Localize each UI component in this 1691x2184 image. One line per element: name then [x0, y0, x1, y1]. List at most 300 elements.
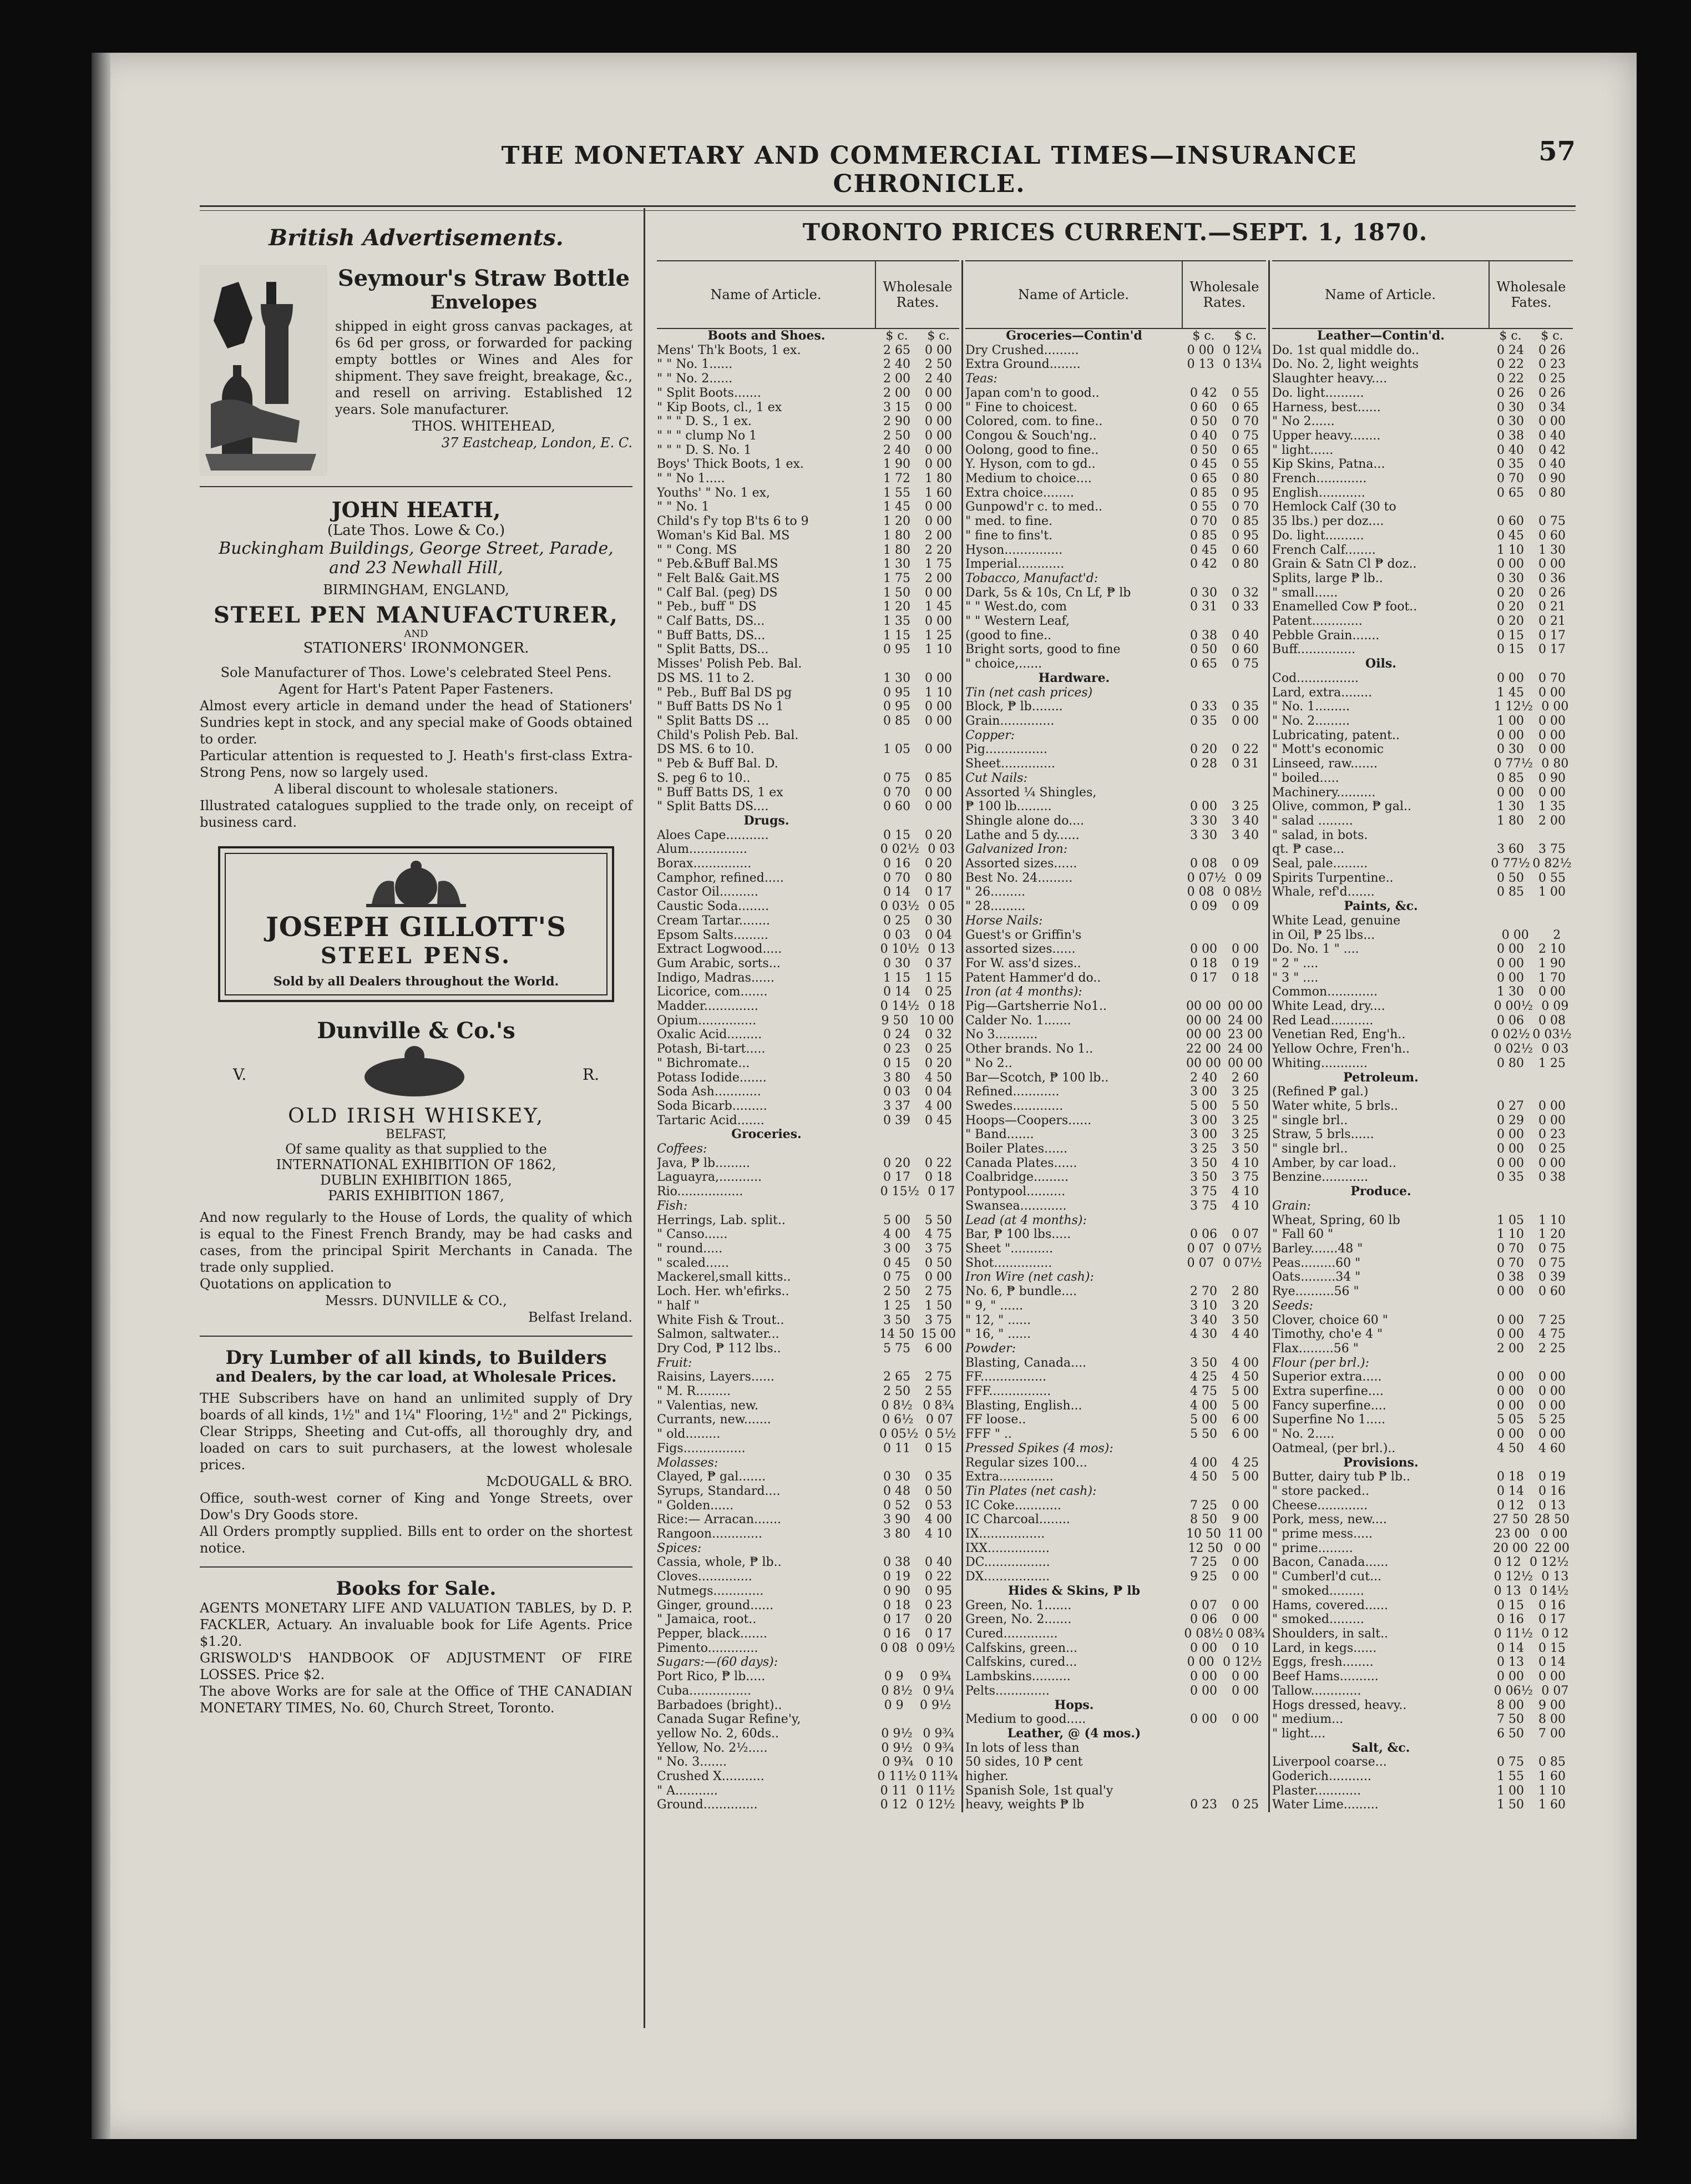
- rates: [876, 414, 959, 429]
- price-row: [1272, 1285, 1573, 1299]
- price-row: [1272, 714, 1573, 729]
- rates: [1183, 1727, 1266, 1741]
- rates: [876, 1227, 959, 1242]
- rates: [1490, 942, 1573, 957]
- rate-low: 0 28: [1190, 757, 1217, 771]
- rate-high: 3 50: [1232, 1313, 1259, 1327]
- article-name: Ground..............: [657, 1798, 758, 1812]
- rates: [1183, 1770, 1266, 1784]
- rates: [876, 1299, 959, 1313]
- rate-high: 0 00: [925, 500, 952, 514]
- rates: [1490, 857, 1573, 871]
- article-name: Hardware.: [1038, 671, 1110, 685]
- rates: [876, 1270, 959, 1285]
- price-row: [657, 514, 959, 529]
- price-row: [1272, 1128, 1573, 1142]
- article-name: Cloves..............: [657, 1570, 752, 1584]
- article-name: Do. No. 1 " ....: [1272, 942, 1359, 957]
- article-name: Salmon, saltwater...: [657, 1327, 779, 1342]
- rate-low: 5 00: [1190, 1099, 1217, 1113]
- price-row: [965, 700, 1266, 714]
- price-row: [657, 1655, 959, 1670]
- article-name: Extra superfine....: [1272, 1384, 1384, 1399]
- rates: [876, 757, 959, 771]
- rates: [876, 557, 959, 572]
- article-name: White Lead, dry....: [1272, 999, 1385, 1014]
- page-header-title: THE MONETARY AND COMMERCIAL TIMES—INSURANCE CHRONICLE.: [501, 141, 1358, 198]
- rate-low: 0 00: [1497, 1384, 1524, 1399]
- price-row: [965, 500, 1266, 514]
- article-name: " 2 " ....: [1272, 956, 1319, 970]
- rates: [876, 1755, 959, 1770]
- seymour-title: Seymour's Straw Bottle: [337, 265, 630, 291]
- rate-high: 0 00: [925, 428, 952, 443]
- rates: [1183, 771, 1266, 786]
- column-divider: [644, 208, 645, 2028]
- rates: [876, 657, 959, 671]
- article-name: Provisions.: [1343, 1455, 1419, 1470]
- rates: [1183, 885, 1266, 899]
- rate-low: 0 15: [1497, 1598, 1524, 1612]
- article-name: Cured..............: [965, 1626, 1058, 1641]
- seymour-ad: [200, 265, 632, 476]
- rates: [1183, 1599, 1266, 1613]
- rate-high: 0 32: [925, 1028, 952, 1042]
- article-name: heavy, weights ₱ lb: [965, 1798, 1085, 1812]
- rate-high: 7 25: [1538, 1313, 1566, 1327]
- article-name: Pelts..............: [965, 1684, 1050, 1698]
- rate-low: 3 30: [1190, 828, 1217, 842]
- rates: [1490, 614, 1573, 629]
- price-row: [965, 643, 1266, 657]
- price-row: [657, 472, 959, 486]
- article-name: " boiled.....: [1272, 771, 1339, 785]
- rate-low: 0 50: [1190, 643, 1217, 657]
- rate-high: 0 00: [1538, 557, 1566, 572]
- rates: [1490, 914, 1573, 928]
- article-name: " Buff Batts DS, 1 ex: [657, 785, 783, 800]
- article-name: " light......: [1272, 443, 1334, 457]
- article-name: Coalbridge.........: [965, 1170, 1069, 1185]
- rate-low: 4 75: [1190, 1384, 1217, 1399]
- rate-high: 4 40: [1232, 1327, 1259, 1342]
- newspaper-page: [92, 53, 1637, 2139]
- rates: [1183, 443, 1266, 458]
- article-name: " " " D. S. No. 1: [657, 443, 752, 457]
- price-row: [1272, 443, 1573, 458]
- rate-high: 0 60: [1232, 543, 1259, 557]
- rate-high: 7 00: [1538, 1726, 1566, 1741]
- rate-high: 0 60: [1232, 643, 1259, 657]
- price-row: [1272, 786, 1573, 800]
- rate-low: 4 00: [883, 1227, 910, 1242]
- rates: [1183, 899, 1266, 914]
- rates: [876, 1056, 959, 1071]
- rate-high: 0 80: [1232, 557, 1259, 572]
- rate-high: 0 13: [1538, 1498, 1566, 1513]
- article-name: Water white, 5 brls..: [1272, 1099, 1398, 1113]
- price-row: [1272, 942, 1573, 957]
- seymour-signature: THOS. WHITEHEAD,: [412, 418, 555, 434]
- article-name: Benzine............: [1272, 1170, 1369, 1185]
- rate-high: 0 23: [925, 1598, 952, 1612]
- rate-low: 0 50: [1497, 871, 1524, 885]
- rate-low: 3 80: [883, 1527, 910, 1541]
- article-name: Iron (at 4 months):: [965, 985, 1082, 999]
- article-name: Oils.: [1365, 657, 1396, 671]
- article-name: Shot...............: [965, 1256, 1052, 1270]
- price-row: [1272, 1085, 1573, 1099]
- rates: [876, 614, 959, 629]
- gillott-ad: [218, 846, 614, 1002]
- prices-column-1: [655, 260, 961, 1812]
- price-row: [1272, 700, 1573, 714]
- price-row: [965, 1470, 1266, 1484]
- lumber-ad: [200, 1347, 632, 1556]
- rates: [1490, 543, 1573, 558]
- rates: [876, 372, 959, 386]
- rate-high: 1 60: [1538, 1798, 1566, 1812]
- article-name: Hemlock Calf (30 to: [1272, 500, 1396, 514]
- price-row: [657, 1227, 959, 1242]
- rate-high: 0 25: [1538, 1142, 1566, 1156]
- rate-low: 0 00: [1497, 942, 1524, 957]
- rates: [1490, 1256, 1573, 1271]
- rates: [1490, 1599, 1573, 1613]
- rates: [1490, 842, 1573, 857]
- rates: [1490, 786, 1573, 800]
- price-row: [965, 1270, 1266, 1285]
- rate-high: 0 11¾: [919, 1770, 958, 1784]
- rate-low: 1 55: [883, 486, 910, 500]
- rate-low: 1 30: [883, 557, 910, 572]
- rates: [876, 1327, 959, 1342]
- crest-icon: [353, 1044, 475, 1105]
- rates: [1183, 714, 1266, 729]
- rates: [876, 1513, 959, 1527]
- price-row: [965, 1456, 1266, 1470]
- rate-low: $ c.: [1499, 329, 1522, 343]
- price-row: [965, 786, 1266, 800]
- rates: [876, 1499, 959, 1513]
- rate-low: 0 30: [1497, 571, 1524, 585]
- rate-high: 1 75: [925, 557, 952, 572]
- rates: [876, 1612, 959, 1627]
- article-name: (good to fine..: [965, 628, 1052, 643]
- rates: [1183, 1256, 1266, 1271]
- rates: [1490, 885, 1573, 899]
- rates: [1490, 1356, 1573, 1371]
- article-name: Fruit:: [657, 1356, 692, 1370]
- price-row: [965, 800, 1266, 814]
- price-row: [657, 1114, 959, 1128]
- price-row: [965, 1627, 1266, 1641]
- rate-low: 3 60: [1497, 842, 1524, 857]
- rate-low: 0 19: [883, 1570, 910, 1584]
- rate-high: 0 25: [1232, 1798, 1259, 1812]
- article-name: Japan com'n to good..: [965, 386, 1100, 400]
- heath-late: (Late Thos. Lowe & Co.): [327, 522, 505, 539]
- rates: [1183, 1128, 1266, 1142]
- article-name: Medium to good.....: [965, 1712, 1086, 1727]
- rate-low: 10 50: [1186, 1527, 1221, 1541]
- article-name: DC.................: [965, 1555, 1050, 1570]
- rates: [1183, 1627, 1266, 1641]
- rates: [876, 1527, 959, 1541]
- rate-low: 0 35: [1190, 714, 1217, 728]
- rate-high: 0 75: [1232, 657, 1259, 671]
- rate-high: 9 00: [1232, 1513, 1259, 1527]
- gillott-tagline: Sold by all Dealers throughout the World.: [273, 974, 559, 989]
- article-name: Y. Hyson, com to gd..: [965, 457, 1096, 472]
- rate-low: 0 10½: [880, 942, 919, 957]
- rates: [876, 1541, 959, 1556]
- rate-high: 0 40: [1538, 457, 1566, 472]
- rate-low: 1 15: [883, 970, 910, 985]
- rates: [1183, 1370, 1266, 1384]
- rates: [876, 529, 959, 543]
- rates: [1183, 971, 1266, 985]
- rate-low: 0 48: [883, 1484, 910, 1498]
- rate-high: 0 00: [1538, 985, 1566, 999]
- price-row: [657, 1370, 959, 1384]
- bottle-illustration-icon: [200, 265, 327, 476]
- rate-low: 0 16: [883, 857, 910, 871]
- rate-high: 0 9¾: [923, 1741, 954, 1755]
- article-name: Hyson...............: [965, 543, 1063, 557]
- rates: [1490, 828, 1573, 843]
- rate-low: 5 00: [1190, 1413, 1217, 1427]
- article-name: " Split Batts DS ...: [657, 714, 769, 728]
- article-name: Dark, 5s & 10s, Cn Lf, ₱ lb: [965, 585, 1131, 600]
- rates: [1183, 1014, 1266, 1028]
- rates: [876, 1156, 959, 1171]
- price-row: [657, 1584, 959, 1599]
- rate-high: 0 26: [1538, 343, 1566, 357]
- price-row: [657, 1071, 959, 1085]
- article-name: Shoulders, in salt..: [1272, 1626, 1389, 1641]
- article-name: Regular sizes 100...: [965, 1455, 1087, 1470]
- article-name: " salad, in bots.: [1272, 828, 1368, 842]
- price-row: [657, 857, 959, 871]
- rate-high: 0 26: [1538, 585, 1566, 600]
- rates: [1490, 814, 1573, 828]
- article-name: Bar, ₱ 100 lbs.....: [965, 1227, 1071, 1242]
- rates: [1183, 657, 1266, 671]
- article-name: Rice:— Arracan.......: [657, 1513, 781, 1527]
- price-row: [1272, 414, 1573, 429]
- rates: [1183, 472, 1266, 486]
- article-name: Extra..............: [965, 1470, 1054, 1484]
- rate-low: 0 02½: [880, 842, 919, 857]
- article-name: Lambskins..........: [965, 1670, 1071, 1684]
- article-name: Guest's or Griffin's: [965, 928, 1082, 942]
- price-section-heading: [1272, 657, 1573, 671]
- rate-high: 0 13¼: [1223, 357, 1262, 372]
- price-row: [1272, 1470, 1573, 1484]
- rate-low: 4 50: [1497, 1441, 1524, 1455]
- dunville-r: R.: [583, 1065, 599, 1084]
- rates: [1183, 529, 1266, 543]
- rates: [1183, 742, 1266, 757]
- price-row: [657, 1555, 959, 1570]
- article-name: Licorice, com.......: [657, 985, 768, 999]
- article-name: Liverpool coarse...: [1272, 1755, 1387, 1770]
- rates: [1490, 928, 1573, 943]
- article-name: Common.............: [1272, 985, 1378, 999]
- rate-low: 0 18: [883, 1598, 910, 1612]
- rate-low: 0 60: [1497, 514, 1524, 529]
- rate-low: 7 25: [1190, 1555, 1217, 1570]
- rate-low: 0 14: [883, 885, 910, 899]
- rate-low: 0 8½: [881, 1684, 913, 1698]
- article-name: Raisins, Layers......: [657, 1370, 774, 1384]
- rate-high: 0 20: [925, 1056, 952, 1070]
- rate-high: 3 75: [1538, 842, 1566, 857]
- article-name: " No. 2.....: [1272, 1427, 1335, 1442]
- article-name: Copper:: [965, 728, 1015, 742]
- rate-high: 0 12½: [1530, 1555, 1569, 1570]
- rate-low: 0 00: [1190, 800, 1217, 814]
- rate-high: 0 09: [1232, 899, 1259, 914]
- rate-low: 0 9½: [881, 1741, 913, 1755]
- rate-low: 0 00: [1187, 343, 1214, 357]
- heath-and: AND: [404, 628, 428, 640]
- rate-low: 0 18: [1497, 1470, 1524, 1484]
- rate-high: 0 00: [925, 514, 952, 529]
- rates: [876, 514, 959, 529]
- article-name: Oats.........34 ": [1272, 1270, 1361, 1285]
- rates: [1490, 1014, 1573, 1028]
- rate-low: 1 45: [883, 500, 910, 514]
- rate-high: 4 10: [1232, 1185, 1259, 1199]
- article-name: French Calf........: [1272, 543, 1376, 557]
- price-row: [657, 957, 959, 971]
- rate-low: 0 00: [1497, 1142, 1524, 1156]
- article-name: Crushed X...........: [657, 1770, 765, 1784]
- rate-low: 0 15: [883, 1056, 910, 1070]
- price-row: [657, 729, 959, 743]
- price-row: [657, 871, 959, 886]
- article-name: Sugars:—(60 days):: [657, 1655, 778, 1670]
- rate-high: $ c.: [1541, 329, 1563, 343]
- heath-body-1: Sole Manufacturer of Thos. Lowe's celebrated Steel Pens.: [220, 665, 612, 680]
- article-name: " half ": [657, 1298, 700, 1313]
- price-row: [657, 885, 959, 899]
- price-row: [965, 1256, 1266, 1271]
- article-name: English............: [1272, 486, 1365, 500]
- rate-low: 0 30: [883, 956, 910, 970]
- rates: [1490, 985, 1573, 999]
- article-name: Produce.: [1350, 1185, 1411, 1199]
- rates: [1183, 957, 1266, 971]
- price-row: [1272, 1114, 1573, 1128]
- rates: [1183, 414, 1266, 429]
- rate-high: 3 75: [925, 1242, 952, 1256]
- rates: [1490, 1085, 1573, 1099]
- price-row: [657, 786, 959, 800]
- rate-high: 0 00: [1538, 728, 1566, 742]
- rate-low: 7 50: [1497, 1712, 1524, 1727]
- article-name: Alum...............: [657, 842, 747, 857]
- article-name: Sheet..............: [965, 757, 1056, 771]
- article-name: Misses' Polish Peb. Bal.: [657, 657, 802, 671]
- price-row: [657, 1085, 959, 1099]
- rates: [1490, 1156, 1573, 1171]
- rates: [1183, 1541, 1266, 1556]
- rate-high: 0 00: [1538, 1370, 1566, 1384]
- prices-table: [655, 260, 1576, 1812]
- rate-high: 0 09: [1234, 871, 1262, 885]
- price-row: [657, 1456, 959, 1470]
- article-name: No 3...........: [965, 1028, 1038, 1042]
- price-section-heading: [657, 329, 959, 343]
- article-name: Cassia, whole, ₱ lb..: [657, 1555, 782, 1570]
- rate-low: 0 8½: [881, 1398, 913, 1413]
- rate-low: 0 70: [883, 871, 910, 885]
- price-row: [1272, 572, 1573, 586]
- price-row: [965, 486, 1266, 501]
- rate-high: 0 00: [1538, 414, 1566, 429]
- rate-high: 0 22: [925, 1156, 952, 1170]
- price-row: [657, 1712, 959, 1727]
- rate-high: 5 50: [925, 1213, 952, 1227]
- rate-high: 4 00: [925, 1513, 952, 1527]
- rates: [1183, 1199, 1266, 1214]
- price-row: [1272, 757, 1573, 771]
- rates: [876, 1584, 959, 1599]
- rate-low: 00 00: [1186, 1028, 1221, 1042]
- rate-low: 0 00: [1501, 928, 1529, 942]
- rate-low: 9 50: [881, 1013, 909, 1028]
- article-name: Pig—Gartsherrie No1..: [965, 999, 1107, 1014]
- price-row: [965, 1099, 1266, 1114]
- dunville-body: And now regularly to the House of Lords, the quality of which is equal to the Finest French Brandy, may be had casks and cases, from the principal Spirit Merchants in Canada. The trade only supplied.: [200, 1210, 632, 1275]
- rate-high: 23 00: [1228, 1028, 1263, 1042]
- article-name: Straw, 5 brls......: [1272, 1128, 1374, 1142]
- rate-high: 1 30: [1538, 543, 1566, 557]
- price-row: [657, 557, 959, 572]
- rates: [876, 814, 959, 828]
- price-row: [965, 1214, 1266, 1228]
- rates: [876, 985, 959, 999]
- rates: [1490, 771, 1573, 786]
- rates: [1490, 1399, 1573, 1413]
- rate-low: 0 13: [1493, 1584, 1521, 1598]
- rates: [1490, 1612, 1573, 1627]
- price-row: [657, 700, 959, 714]
- rate-low: 8 00: [1497, 1698, 1524, 1712]
- rates: [1490, 971, 1573, 985]
- article-name: Bar—Scotch, ₱ 100 lb..: [965, 1070, 1109, 1085]
- rate-high: 0 00: [1232, 1555, 1259, 1570]
- rate-low: 0 00: [1187, 1655, 1214, 1670]
- rate-high: 0 82½: [1532, 857, 1572, 871]
- rate-high: 2 25: [1538, 1341, 1566, 1356]
- rates: [876, 771, 959, 786]
- rate-high: 0 80: [1541, 757, 1569, 771]
- article-name: Beef Hams..........: [1272, 1670, 1379, 1684]
- price-row: [1272, 500, 1573, 514]
- rate-high: 8 00: [1538, 1712, 1566, 1727]
- rate-high: 0 13: [928, 942, 955, 957]
- price-row: [1272, 1270, 1573, 1285]
- price-row: [657, 372, 959, 386]
- article-name: Hides & Skins, ₱ lb: [1007, 1584, 1141, 1598]
- price-row: [1272, 1214, 1573, 1228]
- heath-body-6: Illustrated catalogues supplied to the trade only, on receipt of business card.: [200, 798, 632, 830]
- rates: [876, 1727, 959, 1741]
